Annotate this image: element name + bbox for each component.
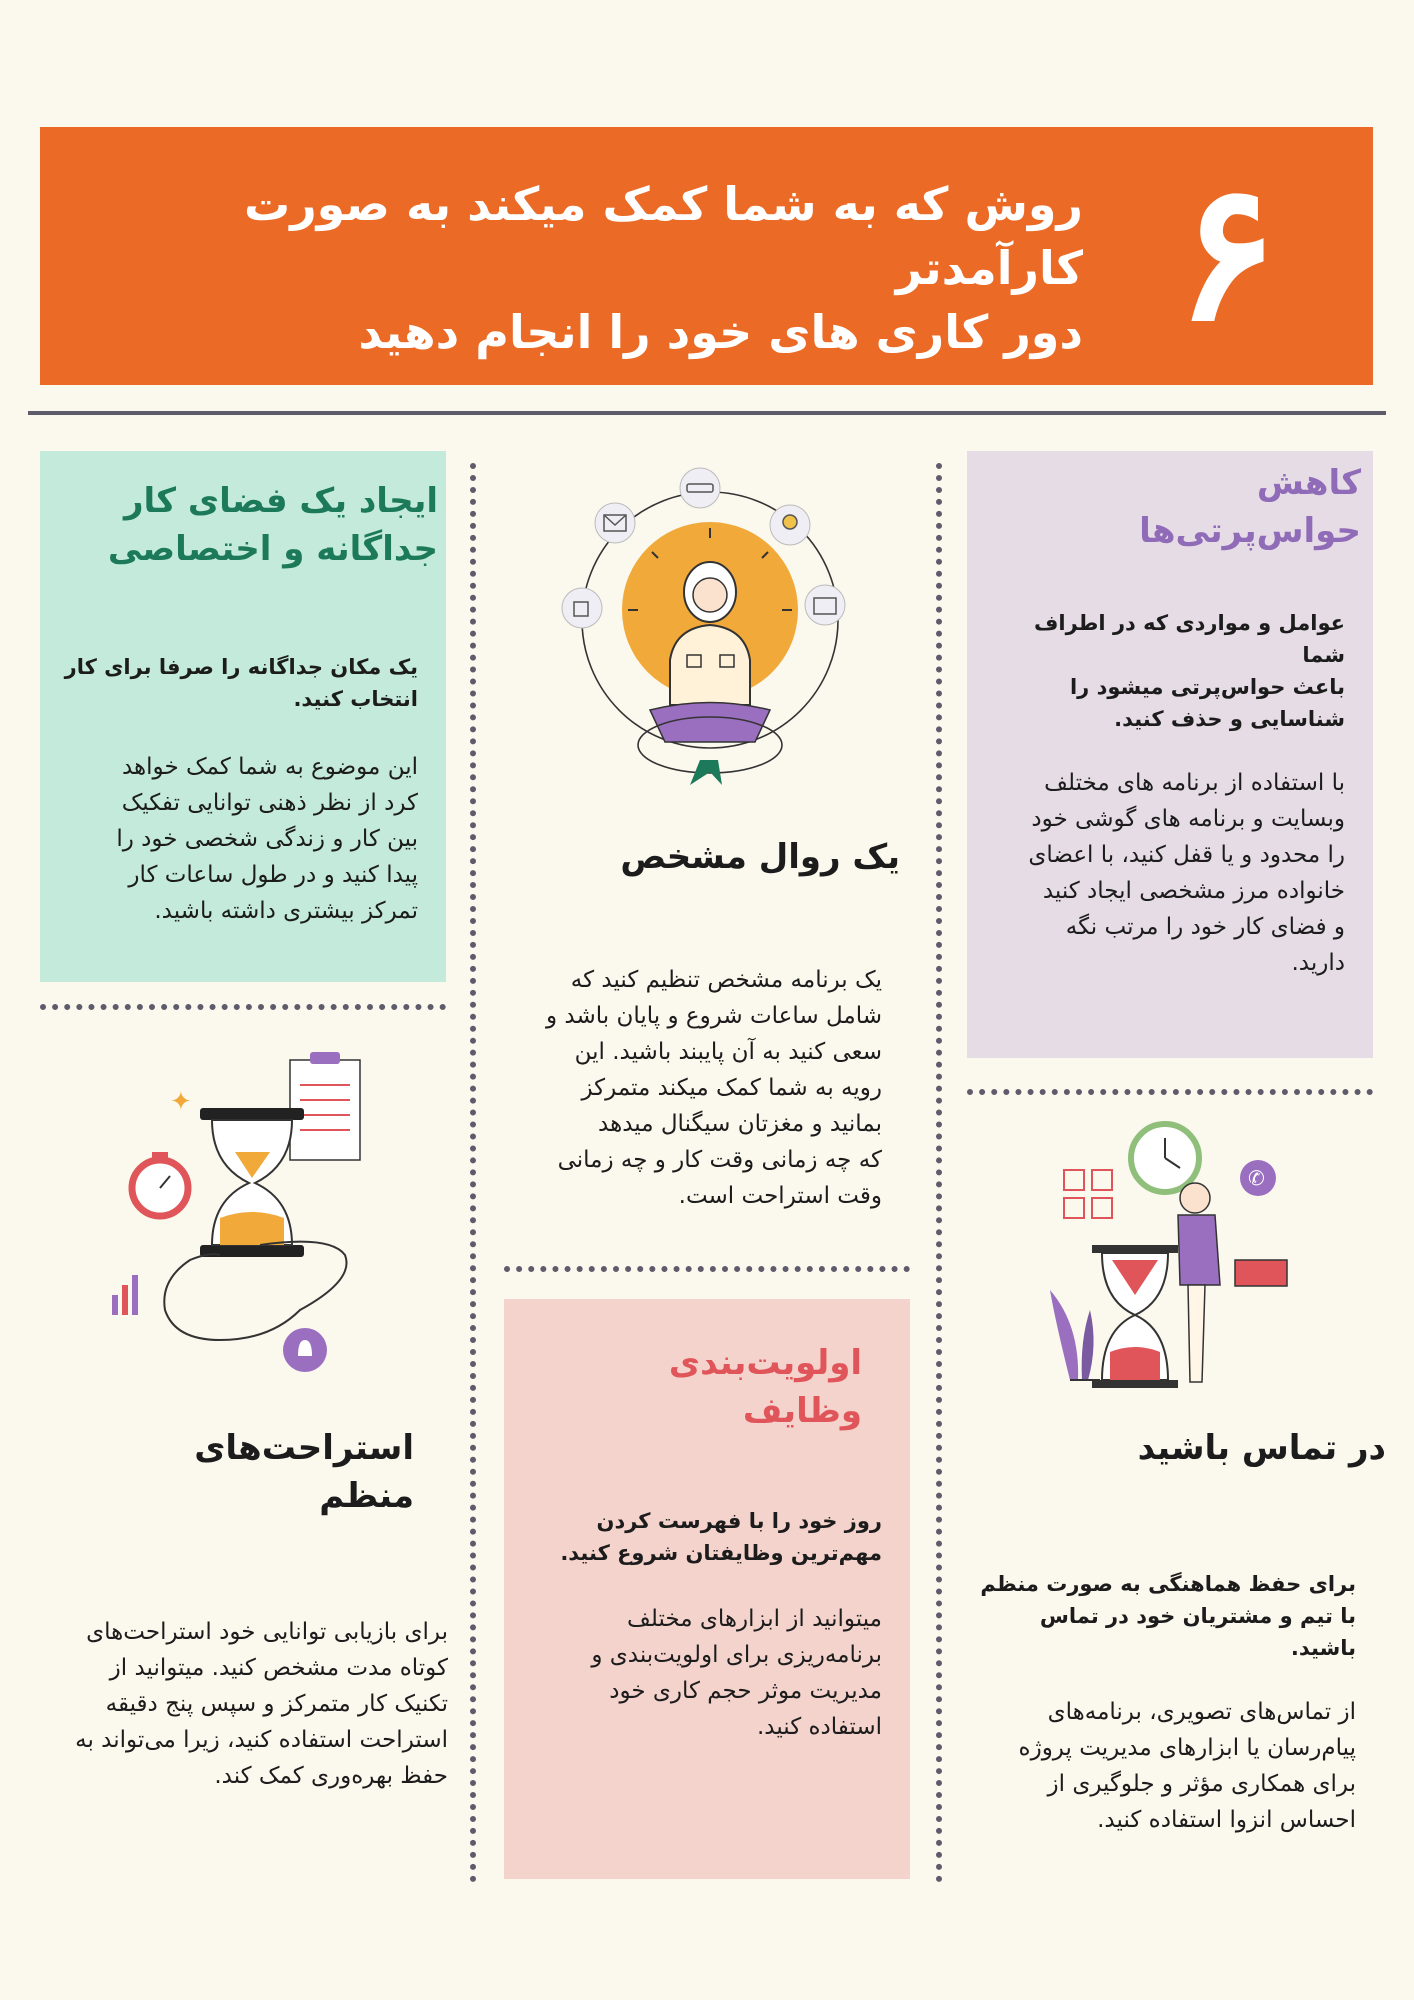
- workspace-lead: [48, 651, 418, 715]
- routine-body-line: یک برنامه مشخص تنظیم کنید که: [570, 967, 882, 993]
- priorities-body: [512, 1601, 882, 1745]
- priorities-body-line: برنامه‌ریزی برای اولویت‌بندی و: [591, 1642, 882, 1668]
- breaks-body-line: استراحت استفاده کنید، زیرا می‌تواند به: [75, 1727, 448, 1753]
- phone-call-icon: [1240, 1160, 1276, 1196]
- page-title-line2: دور کاری های خود را انجام دهید: [358, 305, 1083, 359]
- dumbbell-icon: [680, 468, 720, 508]
- breaks-body: [28, 1614, 448, 1794]
- distractions-title: [971, 459, 1361, 555]
- routine-body-line: شامل ساعات شروع و پایان باشد و: [545, 1003, 882, 1029]
- lightbulb-icon: [770, 505, 810, 545]
- page-title-line1: روش که به شما کمک میکند به صورت کارآمدتر: [243, 177, 1083, 295]
- hourglass-large-icon: [1092, 1245, 1178, 1388]
- dotted-separator-right: [936, 463, 942, 1883]
- routine-title: یک روال مشخص: [620, 837, 900, 877]
- bell-icon: [283, 1328, 327, 1372]
- wall-clock-icon: [1131, 1124, 1199, 1192]
- breaks-body-line: حفظ بهره‌وری کمک کند.: [214, 1763, 448, 1789]
- bar-chart-icon: [112, 1275, 138, 1315]
- distractions-card: [967, 451, 1373, 1058]
- distractions-lead: [985, 607, 1345, 735]
- workspace-lead-line1: یک مکان جداگانه را صرفا برای کار: [64, 655, 418, 679]
- distractions-body-line: و فضای کار خود را مرتب نگه: [1065, 914, 1345, 940]
- priorities-title-line2: وظایف: [742, 1391, 862, 1431]
- routine-body-line: وقت استراحت است.: [678, 1183, 882, 1209]
- distractions-body-line: خانواده مرز مشخصی ایجاد کنید: [1042, 878, 1345, 904]
- contact-body-line: پیام‌رسان یا ابزارهای مدیریت پروژه: [1018, 1735, 1356, 1761]
- priorities-lead: [512, 1505, 882, 1569]
- distractions-lead-line: عوامل و مواردی که در اطراف شما: [1034, 611, 1345, 667]
- header-divider: [28, 411, 1386, 415]
- contact-lead: [966, 1568, 1356, 1664]
- page-title: [83, 172, 1083, 364]
- priorities-title: [522, 1339, 862, 1435]
- distractions-body-line: را محدود و یا قفل کنید، با اعضای: [1028, 842, 1345, 868]
- dotted-separator-left: [470, 463, 476, 1883]
- distractions-body-line: دارید.: [1291, 950, 1345, 976]
- checklist-icon: [1064, 1170, 1112, 1218]
- dotted-separator-left-row: [40, 1004, 446, 1010]
- person-on-phone: [1178, 1183, 1220, 1382]
- breaks-title-line2: منظم: [319, 1476, 414, 1516]
- workspace-body-line: کرد از نظر ذهنی توانایی تفکیک: [121, 790, 418, 816]
- routine-body-line: بمانید و مغزتان سیگنال میدهد: [598, 1111, 882, 1137]
- priorities-body-line: استفاده کنید.: [756, 1714, 882, 1740]
- routine-body: [512, 962, 882, 1214]
- stopwatch-icon: [132, 1152, 188, 1216]
- priorities-body-line: مدیریت موثر حجم کاری خود: [609, 1678, 882, 1704]
- priorities-body-line: میتوانید از ابزارهای مختلف: [627, 1606, 882, 1632]
- priorities-lead-line: مهم‌ترین وظایفتان شروع کنید.: [560, 1541, 882, 1565]
- folder-icon: [805, 585, 845, 625]
- sparkle-icon: ✦: [170, 1087, 192, 1117]
- workspace-title-line1: ایجاد یک فضای کار: [123, 481, 438, 521]
- mail-icon: [595, 503, 635, 543]
- contact-body-line: برای همکاری مؤثر و جلوگیری از: [1047, 1771, 1356, 1797]
- workspace-body-line: تمرکز بیشتری داشته باشید.: [154, 898, 418, 924]
- breaks-body-line: کوتاه مدت مشخص کنید. میتوانید از: [109, 1655, 448, 1681]
- header-number: ۶: [1175, 140, 1278, 363]
- workspace-body-line: پیدا کنید و در طول ساعات کار: [128, 862, 418, 888]
- svg-text:✆: ✆: [1248, 1166, 1265, 1190]
- workspace-lead-line2: انتخاب کنید.: [293, 687, 418, 711]
- priorities-card: [504, 1299, 910, 1879]
- breaks-body-line: برای بازیابی توانایی خود استراحت‌های: [86, 1619, 448, 1645]
- hourglass-icon: [200, 1108, 304, 1257]
- distractions-lead-line: باعث حواس‌پرتی میشود را: [1069, 675, 1345, 699]
- contact-illustration: [1040, 1120, 1310, 1400]
- breaks-title-line1: استراحت‌های: [194, 1428, 414, 1468]
- contact-lead-line: با تیم و مشتریان خود در تماس: [1039, 1604, 1356, 1628]
- breaks-title: [54, 1424, 414, 1520]
- distractions-body-line: با استفاده از برنامه های مختلف: [1044, 770, 1345, 796]
- routine-body-line: سعی کنید به آن پایبند باشید. این: [574, 1039, 882, 1065]
- dotted-separator-right-row: [967, 1089, 1373, 1095]
- contact-body-line: از تماس‌های تصویری، برنامه‌های: [1047, 1699, 1356, 1725]
- distractions-lead-line: شناسایی و حذف کنید.: [1114, 707, 1345, 731]
- workspace-body-line: این موضوع به شما کمک خواهد: [121, 754, 418, 780]
- workspace-body-line: بین کار و زندگی شخصی خود را: [116, 826, 418, 852]
- workspace-body: [48, 749, 418, 929]
- workspace-card: [40, 451, 446, 982]
- distractions-body-line: وبسایت و برنامه های گوشی خود: [1031, 806, 1345, 832]
- routine-body-line: که چه زمانی وقت کار و چه زمانی: [557, 1147, 882, 1173]
- routine-body-line: رویه به شما کمک میکند متمرکز: [581, 1075, 882, 1101]
- priorities-lead-line: روز خود را با فهرست کردن: [596, 1509, 882, 1533]
- breaks-body-line: تکنیک کار متمرکز و سپس پنج دقیقه: [105, 1691, 448, 1717]
- coffee-icon: [562, 588, 602, 628]
- breaks-illustration: [100, 1040, 400, 1380]
- contact-title: در تماس باشید: [1137, 1428, 1386, 1468]
- priorities-title-line1: اولویت‌بندی: [668, 1343, 862, 1383]
- dotted-separator-middle-row: [504, 1266, 910, 1272]
- plant-icon: [1050, 1290, 1100, 1380]
- header-banner: [40, 127, 1373, 385]
- workspace-title-line2: جداگانه و اختصاصی: [107, 529, 438, 569]
- message-card-icon: [1235, 1260, 1287, 1286]
- workspace-title: [48, 477, 438, 573]
- distractions-title-line2: حواس‌پرتی‌ها: [1139, 511, 1361, 551]
- clipboard-icon: [290, 1052, 360, 1160]
- contact-lead-line: برای حفظ هماهنگی به صورت منظم: [980, 1572, 1356, 1596]
- contact-body: [966, 1694, 1356, 1838]
- distractions-title-line1: کاهش: [1256, 463, 1361, 503]
- contact-body-line: احساس انزوا استفاده کنید.: [1097, 1807, 1356, 1833]
- distractions-body: [975, 765, 1345, 981]
- contact-lead-line: باشید.: [1290, 1636, 1356, 1660]
- routine-illustration: [550, 460, 870, 790]
